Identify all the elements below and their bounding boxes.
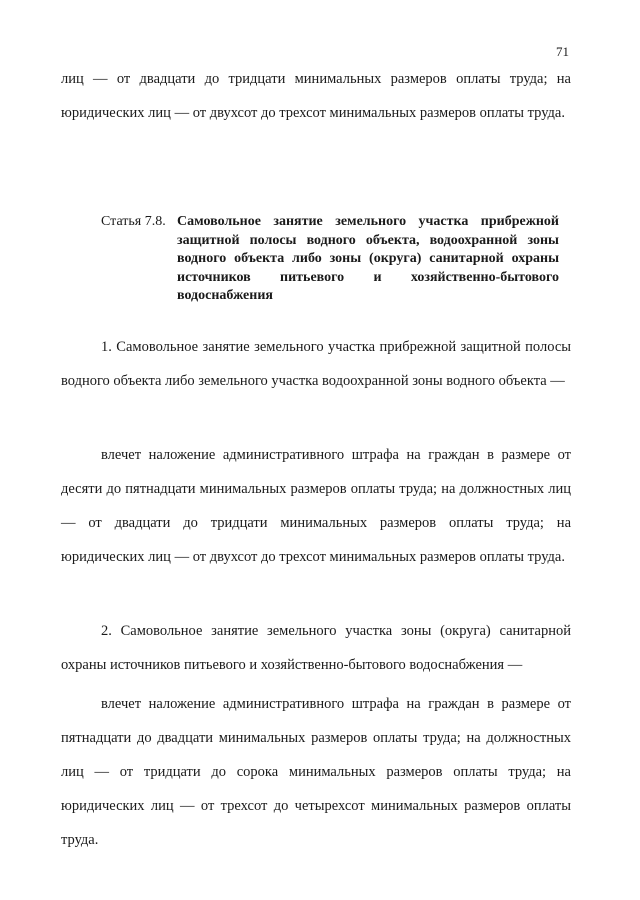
article-title: Самовольное занятие земельного участка прибрежной защитной полосы водного объекта, водоохранной зоны водного объекта либо зоны (округа) санитарной охраны источников питьевого и хозяйственно-бытового водоснабжения [177, 214, 559, 303]
section-1-text: 1. Самовольное занятие земельного участка прибрежной защитной полосы водного объекта либо земельного участка водоохранной зоны водного объекта — [61, 339, 571, 389]
section-1-penalty: влечет наложение административного штрафа на граждан в размере от десяти до пятнадцати минимальных размеров оплаты труда; на должностных лиц — от двадцати до тридцати минимальных размеров оплаты труда; на юридических лиц — от двухсот до трехсот минимальных размеров оплаты труда. [61, 447, 571, 565]
section-2-text: 2. Самовольное занятие земельного участка зоны (округа) санитарной охраны источников питьевого и хозяйственно-бытового водоснабжения — [61, 623, 571, 673]
continuation-paragraph: лиц — от двадцати до тридцати минимальных размеров оплаты труда; на юридических лиц — от двухсот до трехсот минимальных размеров оплаты труда. [61, 71, 571, 121]
article-label: Статья 7.8. [101, 214, 166, 229]
article-heading [101, 213, 559, 306]
section-2-penalty: влечет наложение административного штрафа на граждан в размере от пятнадцати до двадцати минимальных размеров оплаты труда; на должностных лиц — от тридцати до сорока минимальных размеров оплаты труда; на юридических лиц — от трехсот до четырехсот минимальных размеров оплаты труда. [61, 696, 571, 848]
page-number: 71 [556, 44, 569, 59]
